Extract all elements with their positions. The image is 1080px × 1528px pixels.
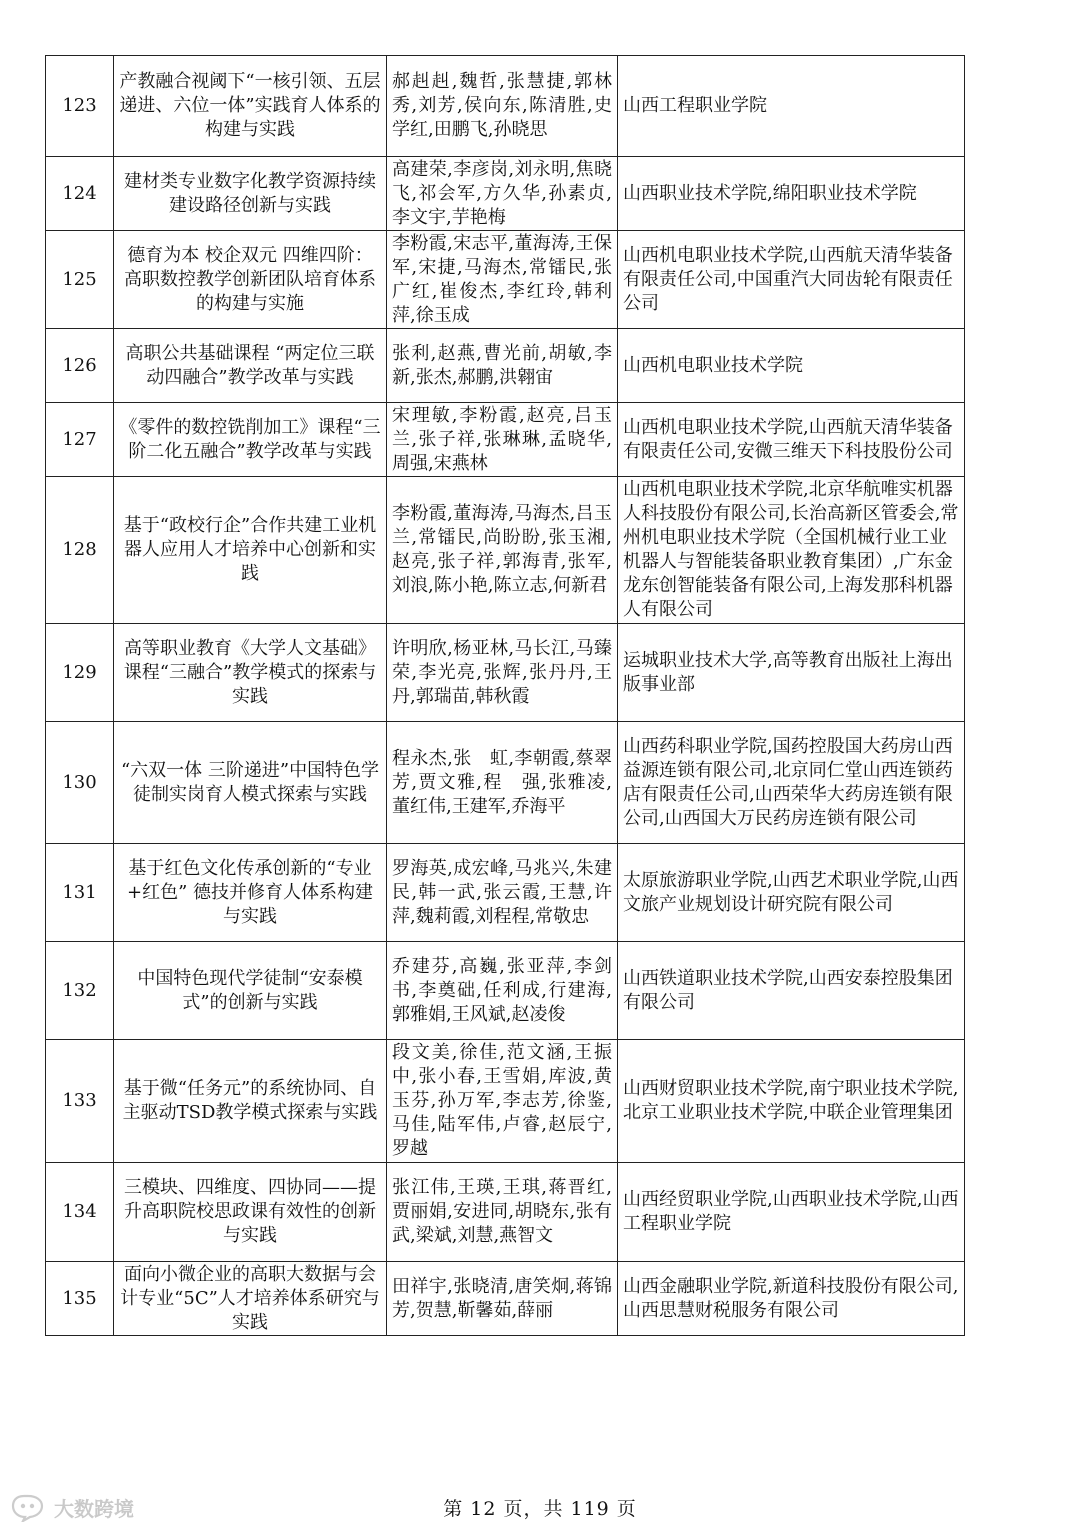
row-number: 130 <box>46 722 114 844</box>
row-number: 127 <box>46 403 114 477</box>
row-number: 134 <box>46 1163 114 1262</box>
project-title: 面向小微企业的高职大数据与会计专业“5C”人才培养体系研究与实践 <box>114 1262 387 1336</box>
table-row <box>46 157 965 231</box>
organizations: 山西机电职业技术学院 <box>618 329 965 403</box>
table-row <box>46 624 965 722</box>
project-title: “六双一体 三阶递进”中国特色学徒制实岗育人模式探索与实践 <box>114 722 387 844</box>
organizations: 山西金融职业学院,新道科技股份有限公司,山西思慧财税服务有限公司 <box>618 1262 965 1336</box>
table-row <box>46 844 965 942</box>
awards-table-body <box>46 56 965 1336</box>
team-members: 段文美,徐佳,范文涵,王振中,张小春,王雪娟,库波,黄玉芬,孙万军,李志芳,徐鉴,马佳,陆军伟,卢睿,赵辰宁,罗越 <box>387 1040 618 1163</box>
row-number: 133 <box>46 1040 114 1163</box>
awards-table <box>45 55 965 1336</box>
project-title: 产教融合视阈下“一核引领、五层递进、六位一体”实践育人体系的构建与实践 <box>114 56 387 157</box>
team-members: 田祥宇,张晓清,唐笑炯,蒋锦芳,贺慧,靳馨茹,薛丽 <box>387 1262 618 1336</box>
organizations: 运城职业技术大学,高等教育出版社上海出版事业部 <box>618 624 965 722</box>
team-members: 张江伟,王瑛,王琪,蒋晋红,贾丽娟,安进同,胡晓东,张有武,梁斌,刘慧,燕智文 <box>387 1163 618 1262</box>
row-number: 132 <box>46 942 114 1040</box>
organizations: 山西机电职业技术学院,北京华航唯实机器人科技股份有限公司,长治高新区管委会,常州机电职业技术学院（全国机械行业工业机器人与智能装备职业教育集团）,广东金龙东创智能装备有限公司,上海发那科机器人有限公司 <box>618 477 965 624</box>
team-members: 罗海英,成宏峰,马兆兴,朱建民,韩一武,张云霞,王慧,许萍,魏莉霞,刘程程,常敬忠 <box>387 844 618 942</box>
organizations: 山西机电职业技术学院,山西航天清华装备有限责任公司,安微三维天下科技股份公司 <box>618 403 965 477</box>
table-row <box>46 231 965 329</box>
row-number: 126 <box>46 329 114 403</box>
project-title: 基于“政校行企”合作共建工业机器人应用人才培养中心创新和实践 <box>114 477 387 624</box>
table-row <box>46 329 965 403</box>
row-number: 125 <box>46 231 114 329</box>
row-number: 128 <box>46 477 114 624</box>
team-members: 张利,赵燕,曹光前,胡敏,李新,张杰,郝鹏,洪翱宙 <box>387 329 618 403</box>
team-members: 李粉霞,董海涛,马海杰,吕玉兰,常镭民,尚盼盼,张玉湘,赵亮,张子祥,郭海青,张军,刘浪,陈小艳,陈立志,何新君 <box>387 477 618 624</box>
table-row <box>46 1163 965 1262</box>
project-title: 高等职业教育《大学人文基础》课程“三融合”教学模式的探索与实践 <box>114 624 387 722</box>
project-title: 高职公共基础课程 “两定位三联动四融合”教学改革与实践 <box>114 329 387 403</box>
team-members: 高建荣,李彦岗,刘永明,焦晓飞,祁会军,方久华,孙素贞,李文宇,芋艳梅 <box>387 157 618 231</box>
page-number: 第 12 页，共 119 页 <box>443 1498 637 1520</box>
project-title: 基于红色文化传承创新的“专业+红色” 德技并修育人体系构建与实践 <box>114 844 387 942</box>
organizations: 太原旅游职业学院,山西艺术职业学院,山西文旅产业规划设计研究院有限公司 <box>618 844 965 942</box>
team-members: 程永杰,张 虹,李朝霞,蔡翠芳,贾文雅,程 强,张雅凌,董红伟,王建军,乔海平 <box>387 722 618 844</box>
project-title: 德育为本 校企双元 四维四阶：高职数控教学创新团队培育体系的构建与实施 <box>114 231 387 329</box>
organizations: 山西机电职业技术学院,山西航天清华装备有限责任公司,中国重汽大同齿轮有限责任公司 <box>618 231 965 329</box>
table-row <box>46 1262 965 1336</box>
team-members: 郝赳赳,魏哲,张慧捷,郭林秀,刘芳,侯向东,陈清胜,史学红,田鹏飞,孙晓思 <box>387 56 618 157</box>
team-members: 宋理敏,李粉霞,赵亮,吕玉兰,张子祥,张琳琳,孟晓华,周强,宋燕林 <box>387 403 618 477</box>
row-number: 129 <box>46 624 114 722</box>
row-number: 123 <box>46 56 114 157</box>
project-title: 中国特色现代学徒制“安泰模式”的创新与实践 <box>114 942 387 1040</box>
project-title: 建材类专业数字化教学资源持续建设路径创新与实践 <box>114 157 387 231</box>
organizations: 山西铁道职业技术学院,山西安泰控股集团有限公司 <box>618 942 965 1040</box>
organizations: 山西药科职业学院,国药控股国大药房山西益源连锁有限公司,北京同仁堂山西连锁药店有限责任公司,山西荣华大药房连锁有限公司,山西国大万民药房连锁有限公司 <box>618 722 965 844</box>
table-row <box>46 477 965 624</box>
team-members: 乔建芬,高巍,张亚萍,李剑书,李奠础,任利成,行建海,郭雅娟,王风斌,赵凌俊 <box>387 942 618 1040</box>
project-title: 《零件的数控铣削加工》课程“三阶二化五融合”教学改革与实践 <box>114 403 387 477</box>
team-members: 许明欣,杨亚林,马长江,马臻荣,李光亮,张辉,张丹丹,王丹,郭瑞苗,韩秋霞 <box>387 624 618 722</box>
table-row <box>46 403 965 477</box>
table-row <box>46 722 965 844</box>
team-members: 李粉霞,宋志平,董海涛,王保军,宋捷,马海杰,常镭民,张广红,崔俊杰,李红玲,韩利萍,徐玉成 <box>387 231 618 329</box>
row-number: 131 <box>46 844 114 942</box>
project-title: 基于微“任务元”的系统协同、自主驱动TSD教学模式探索与实践 <box>114 1040 387 1163</box>
organizations: 山西经贸职业学院,山西职业技术学院,山西工程职业学院 <box>618 1163 965 1262</box>
organizations: 山西财贸职业技术学院,南宁职业技术学院,北京工业职业技术学院,中联企业管理集团 <box>618 1040 965 1163</box>
row-number: 124 <box>46 157 114 231</box>
table-row <box>46 1040 965 1163</box>
project-title: 三模块、四维度、四协同——提升高职院校思政课有效性的创新与实践 <box>114 1163 387 1262</box>
row-number: 135 <box>46 1262 114 1336</box>
table-row <box>46 56 965 157</box>
organizations: 山西职业技术学院,绵阳职业技术学院 <box>618 157 965 231</box>
table-row <box>46 942 965 1040</box>
watermark-text: 大数跨境 <box>54 1496 134 1521</box>
organizations: 山西工程职业学院 <box>618 56 965 157</box>
